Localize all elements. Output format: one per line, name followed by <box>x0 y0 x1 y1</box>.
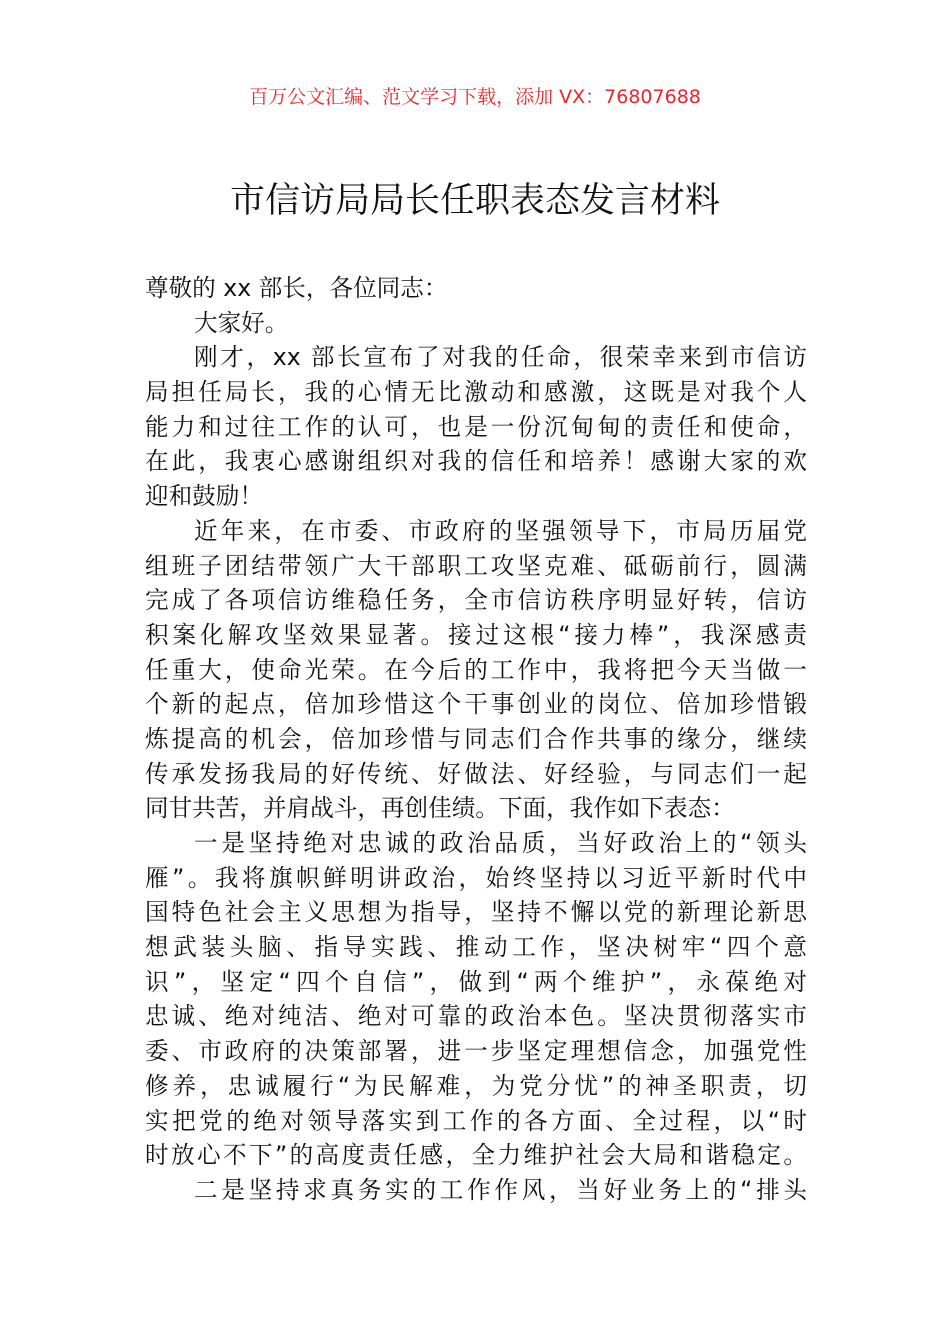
text-line: 识”，坚定“四个自信”，做到“两个维护”，永葆绝对 <box>145 967 807 996</box>
text-line: 个新的起点，倍加珍惜这个干事创业的岗位、倍加珍惜锻 <box>145 690 807 719</box>
text-line: 雁”。我将旗帜鲜明讲政治，始终坚持以习近平新时代中 <box>145 863 807 892</box>
text-line: 同甘共苦，并肩战斗，再创佳绩。下面，我作如下表态： <box>145 794 735 823</box>
document-title: 市信访局局长任职表态发言材料 <box>229 181 720 221</box>
text-line: 刚才，xx 部长宣布了对我的任命，很荣幸来到市信访 <box>194 343 807 372</box>
document-body <box>145 271 807 1208</box>
text-line: 局担任局长，我的心情无比激动和感激，这既是对我个人 <box>145 378 807 407</box>
text-line: 炼提高的机会，倍加珍惜与同志们合作共事的缘分，继续 <box>145 724 807 753</box>
text-line: 迎和鼓励！ <box>145 482 263 511</box>
text-line: 忠诚、绝对纯洁、绝对可靠的政治本色。坚决贯彻落实市 <box>145 1002 807 1031</box>
text-line: 修养，忠诚履行“为民解难，为党分忧”的神圣职责，切 <box>145 1071 807 1100</box>
text-line: 时放心不下”的高度责任感，全力维护社会大局和谐稳定。 <box>145 1141 807 1170</box>
text-line: 在此，我衷心感谢组织对我的信任和培养！感谢大家的欢 <box>145 447 807 476</box>
text-line: 传承发扬我局的好传统、好做法、好经验，与同志们一起 <box>145 759 807 788</box>
text-line: 委、市政府的决策部署，进一步坚定理想信念，加强党性 <box>145 1037 807 1066</box>
watermark-header: 百万公文汇编、范文学习下载，添加 VX：76807688 <box>249 86 701 108</box>
text-line: 国特色社会主义思想为指导，坚持不懈以党的新理论新思 <box>145 898 807 927</box>
text-line: 实把党的绝对领导落实到工作的各方面、全过程，以“时 <box>145 1106 807 1135</box>
text-line: 想武装头脑、指导实践、推动工作，坚决树牢“四个意 <box>145 933 807 962</box>
text-line: 完成了各项信访维稳任务，全市信访秩序明显好转，信访 <box>145 586 807 615</box>
text-line: 近年来，在市委、市政府的坚强领导下，市局历届党 <box>194 516 807 545</box>
text-line: 一是坚持绝对忠诚的政治品质，当好政治上的“领头 <box>194 829 807 857</box>
text-line: 二是坚持求真务实的工作作风，当好业务上的“排头 <box>194 1175 807 1204</box>
text-line: 尊敬的 xx 部长，各位同志： <box>145 274 448 302</box>
text-line: 能力和过往工作的认可，也是一份沉甸甸的责任和使命， <box>145 412 807 441</box>
text-line: 任重大，使命光荣。在今后的工作中，我将把今天当做一 <box>145 655 807 684</box>
text-line: 大家好。 <box>194 308 289 337</box>
text-line: 积案化解攻坚效果显著。接过这根“接力棒”，我深感责 <box>145 620 807 649</box>
text-line: 组班子团结带领广大干部职工攻坚克难、砥砺前行，圆满 <box>145 551 807 580</box>
